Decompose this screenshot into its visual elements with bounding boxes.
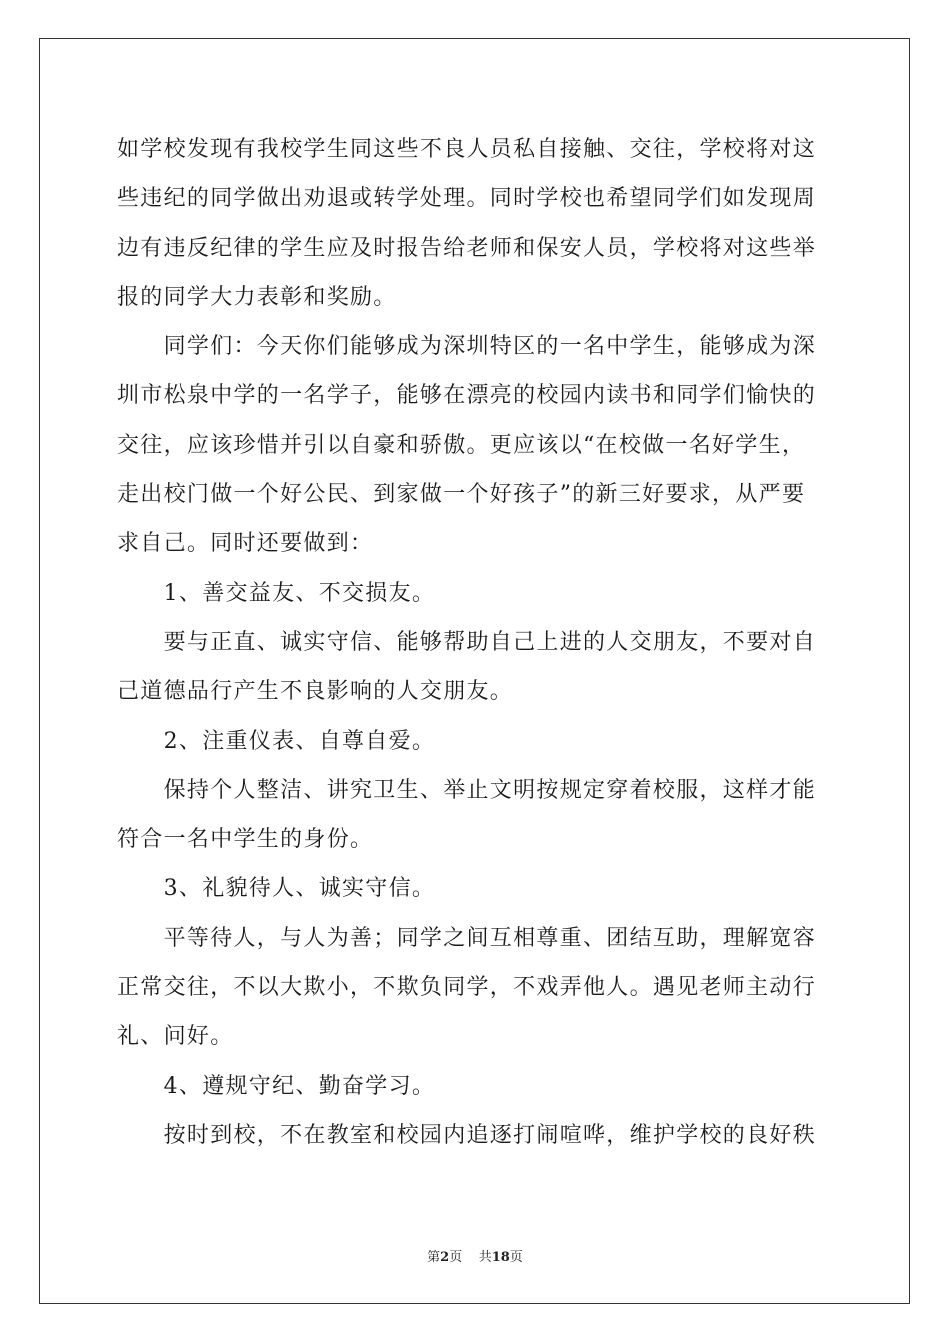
- text-line: 求自己。同时还要做到：: [117, 531, 374, 557]
- text-line: 要与正直、诚实守信、能够帮助自己上进的人交朋友，不要对自: [117, 629, 817, 655]
- total-prefix: 共: [478, 1250, 492, 1265]
- list-heading-1: 1、善交益友、不交损友。: [117, 580, 436, 606]
- text-line: 些违纪的同学做出劝退或转学处理。同时学校也希望同学们如发现周: [117, 186, 817, 212]
- total-unit: 页: [509, 1250, 523, 1265]
- document-body: [117, 125, 835, 1160]
- text-line: 边有违反纪律的学生应及时报告给老师和保安人员，学校将对这些举: [117, 235, 817, 261]
- page-current: 2: [440, 1250, 450, 1265]
- text-line: 交往，应该珍惜并引以自豪和骄傲。更应该以“在校做一名好学生，: [117, 432, 806, 458]
- text-line: 符合一名中学生的身份。: [117, 827, 374, 853]
- page-total: 18: [491, 1250, 510, 1265]
- text-line: 走出校门做一个好公民、到家做一个好孩子”的新三好要求，从严要: [117, 482, 806, 508]
- text-line: 同学们：今天你们能够成为深圳特区的一名中学生，能够成为深: [117, 334, 817, 360]
- text-line: 保持个人整洁、讲究卫生、举止文明按规定穿着校服，这样才能: [117, 777, 817, 803]
- list-heading-3: 3、礼貌待人、诚实守信。: [117, 876, 436, 902]
- text-line: 圳市松泉中学的一名学子，能够在漂亮的校园内读书和同学们愉快的: [117, 383, 817, 409]
- text-line: 己道德品行产生不良影响的人交朋友。: [117, 679, 514, 705]
- text-line: 按时到校，不在教室和校园内追逐打闹喧哗，维护学校的良好秩: [117, 1122, 817, 1148]
- page-prefix: 第: [427, 1250, 441, 1265]
- list-heading-4: 4、遵规守纪、勤奋学习。: [117, 1073, 436, 1099]
- page-footer: [0, 1246, 950, 1265]
- text-line: 报的同学大力表彰和奖励。: [117, 284, 397, 310]
- list-heading-2: 2、注重仪表、自尊自爱。: [117, 728, 436, 754]
- text-line: 如学校发现有我校学生同这些不良人员私自接触、交往，学校将对这: [117, 137, 817, 162]
- page-unit: 页: [449, 1250, 463, 1265]
- text-line: 平等待人，与人为善；同学之间互相尊重、团结互助，理解宽容: [117, 925, 817, 951]
- text-line: 正常交往，不以大欺小，不欺负同学，不戏弄他人。遇见老师主动行: [117, 975, 817, 1001]
- text-line: 礼、问好。: [117, 1024, 234, 1050]
